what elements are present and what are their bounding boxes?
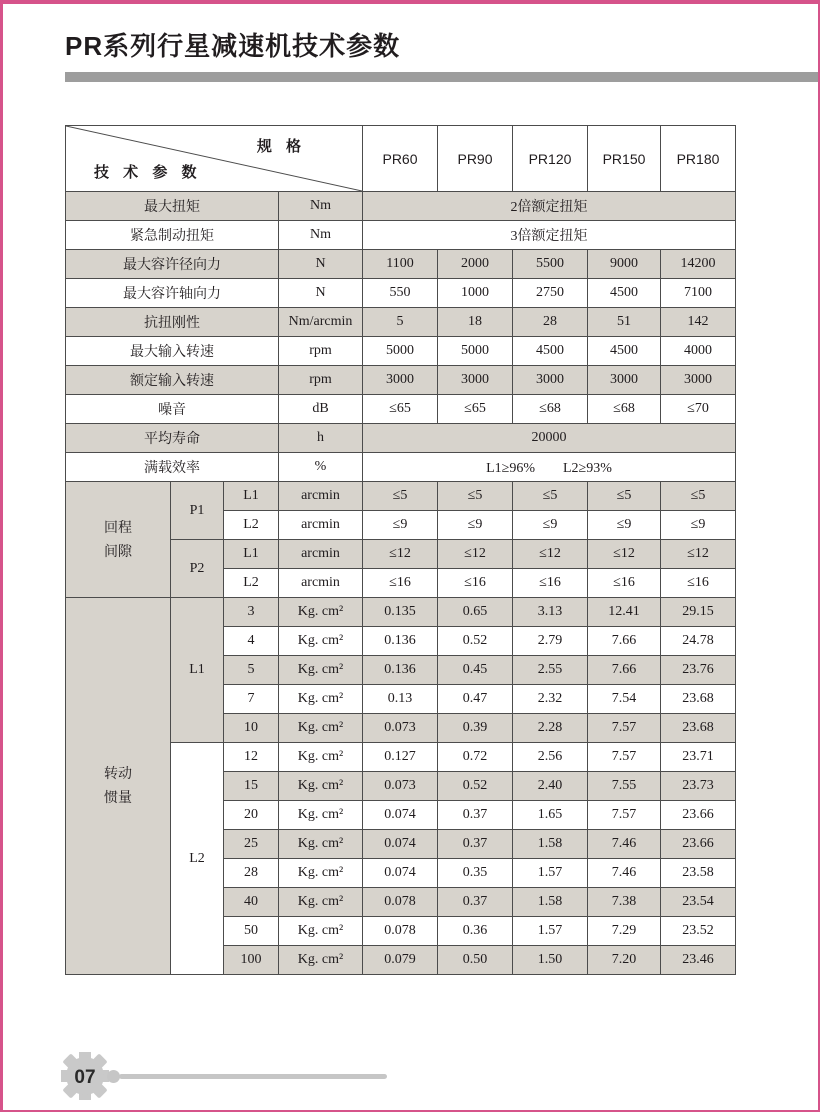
- ratio-cell: 28: [224, 859, 279, 888]
- title-underline-bar: [65, 72, 818, 82]
- value-cell: 0.36: [438, 917, 513, 946]
- value-cell: 0.073: [363, 714, 438, 743]
- unit-cell: Kg. cm²: [279, 714, 363, 743]
- unit-cell: Kg. cm²: [279, 917, 363, 946]
- value-cell: 0.45: [438, 656, 513, 685]
- model-header-cell: PR90: [438, 126, 513, 192]
- page-number: 07: [74, 1067, 96, 1088]
- unit-cell: N: [279, 250, 363, 279]
- param-name-cell: 噪音: [66, 395, 279, 424]
- value-cell: ≤16: [588, 569, 661, 598]
- value-cell: ≤65: [363, 395, 438, 424]
- page-number-gear-icon: [61, 1052, 109, 1100]
- value-cell: 0.65: [438, 598, 513, 627]
- precision-level-cell: P2: [171, 540, 224, 598]
- stage-cell: L2: [224, 511, 279, 540]
- merged-value-cell: 2倍额定扭矩: [363, 192, 736, 221]
- param-name-cell: 最大容许轴向力: [66, 279, 279, 308]
- ratio-cell: 25: [224, 830, 279, 859]
- value-cell: 3000: [438, 366, 513, 395]
- value-cell: ≤68: [513, 395, 588, 424]
- value-cell: 550: [363, 279, 438, 308]
- value-cell: 3000: [661, 366, 736, 395]
- param-name-cell: 最大扭矩: [66, 192, 279, 221]
- stage-cell: L1: [224, 482, 279, 511]
- value-cell: 5500: [513, 250, 588, 279]
- value-cell: ≤70: [661, 395, 736, 424]
- value-cell: 0.39: [438, 714, 513, 743]
- value-cell: 1.57: [513, 917, 588, 946]
- value-cell: 7.20: [588, 946, 661, 975]
- value-cell: 23.66: [661, 801, 736, 830]
- value-cell: ≤9: [438, 511, 513, 540]
- value-cell: 23.68: [661, 685, 736, 714]
- ratio-cell: 15: [224, 772, 279, 801]
- value-cell: 2.32: [513, 685, 588, 714]
- unit-cell: rpm: [279, 366, 363, 395]
- value-cell: 4000: [661, 337, 736, 366]
- ratio-cell: 10: [224, 714, 279, 743]
- value-cell: 7.66: [588, 627, 661, 656]
- value-cell: 0.127: [363, 743, 438, 772]
- value-cell: 7.54: [588, 685, 661, 714]
- ratio-cell: 4: [224, 627, 279, 656]
- value-cell: 0.37: [438, 801, 513, 830]
- ratio-cell: 100: [224, 946, 279, 975]
- stage-group-cell: L2: [171, 743, 224, 975]
- value-cell: 51: [588, 308, 661, 337]
- value-cell: 2.55: [513, 656, 588, 685]
- value-cell: 1100: [363, 250, 438, 279]
- ratio-cell: 40: [224, 888, 279, 917]
- value-cell: 2000: [438, 250, 513, 279]
- value-cell: 0.35: [438, 859, 513, 888]
- value-cell: 0.074: [363, 830, 438, 859]
- value-cell: ≤5: [513, 482, 588, 511]
- unit-cell: Kg. cm²: [279, 830, 363, 859]
- value-cell: 2.79: [513, 627, 588, 656]
- table-header-row: [66, 126, 736, 192]
- unit-cell: Kg. cm²: [279, 743, 363, 772]
- unit-cell: Kg. cm²: [279, 772, 363, 801]
- value-cell: ≤12: [513, 540, 588, 569]
- param-name-cell: 最大容许径向力: [66, 250, 279, 279]
- value-cell: 0.72: [438, 743, 513, 772]
- value-cell: ≤65: [438, 395, 513, 424]
- spec-table: [65, 125, 736, 975]
- value-cell: 23.58: [661, 859, 736, 888]
- unit-cell: Kg. cm²: [279, 685, 363, 714]
- value-cell: 7.46: [588, 859, 661, 888]
- param-name-cell: 额定输入转速: [66, 366, 279, 395]
- value-cell: ≤68: [588, 395, 661, 424]
- param-name-cell: 紧急制动扭矩: [66, 221, 279, 250]
- model-header-cell: PR120: [513, 126, 588, 192]
- table-row: [66, 598, 736, 627]
- value-cell: 0.50: [438, 946, 513, 975]
- value-cell: 3000: [363, 366, 438, 395]
- unit-cell: dB: [279, 395, 363, 424]
- value-cell: 2.28: [513, 714, 588, 743]
- value-cell: 28: [513, 308, 588, 337]
- value-cell: ≤16: [438, 569, 513, 598]
- param-name-cell: 满载效率: [66, 453, 279, 482]
- spec-header-label: 规 格: [256, 138, 306, 155]
- unit-cell: Kg. cm²: [279, 888, 363, 917]
- value-cell: 0.47: [438, 685, 513, 714]
- value-cell: 142: [661, 308, 736, 337]
- unit-cell: Kg. cm²: [279, 946, 363, 975]
- unit-cell: arcmin: [279, 511, 363, 540]
- value-cell: 7.57: [588, 801, 661, 830]
- unit-cell: rpm: [279, 337, 363, 366]
- ratio-cell: 20: [224, 801, 279, 830]
- value-cell: 0.52: [438, 627, 513, 656]
- value-cell: 3000: [513, 366, 588, 395]
- value-cell: ≤12: [438, 540, 513, 569]
- page-title: PR系列行星减速机技术参数: [65, 31, 401, 61]
- value-cell: 23.66: [661, 830, 736, 859]
- stage-cell: L1: [224, 540, 279, 569]
- value-cell: 1000: [438, 279, 513, 308]
- unit-cell: Kg. cm²: [279, 627, 363, 656]
- value-cell: 18: [438, 308, 513, 337]
- value-cell: ≤9: [661, 511, 736, 540]
- value-cell: 0.37: [438, 888, 513, 917]
- value-cell: 0.136: [363, 627, 438, 656]
- table-row: [66, 308, 736, 337]
- table-row: [66, 395, 736, 424]
- value-cell: 9000: [588, 250, 661, 279]
- unit-cell: %: [279, 453, 363, 482]
- param-name-cell: 最大输入转速: [66, 337, 279, 366]
- value-cell: 1.65: [513, 801, 588, 830]
- table-row: [66, 221, 736, 250]
- unit-cell: Nm/arcmin: [279, 308, 363, 337]
- value-cell: ≤5: [588, 482, 661, 511]
- unit-cell: Kg. cm²: [279, 598, 363, 627]
- value-cell: 7.29: [588, 917, 661, 946]
- param-name-cell: 平均寿命: [66, 424, 279, 453]
- value-cell: 7.57: [588, 743, 661, 772]
- param-name-cell: 抗扭刚性: [66, 308, 279, 337]
- unit-cell: Kg. cm²: [279, 801, 363, 830]
- value-cell: ≤9: [363, 511, 438, 540]
- table-row: [66, 250, 736, 279]
- ratio-cell: 5: [224, 656, 279, 685]
- value-cell: 7.57: [588, 714, 661, 743]
- value-cell: 0.074: [363, 801, 438, 830]
- value-cell: 0.136: [363, 656, 438, 685]
- value-cell: ≤9: [513, 511, 588, 540]
- ratio-cell: 50: [224, 917, 279, 946]
- unit-cell: N: [279, 279, 363, 308]
- value-cell: 5: [363, 308, 438, 337]
- value-cell: 3000: [588, 366, 661, 395]
- value-cell: 0.078: [363, 888, 438, 917]
- value-cell: ≤16: [661, 569, 736, 598]
- merged-value-cell: 3倍额定扭矩: [363, 221, 736, 250]
- unit-cell: arcmin: [279, 540, 363, 569]
- value-cell: ≤5: [363, 482, 438, 511]
- model-header-cell: PR180: [661, 126, 736, 192]
- value-cell: 7.55: [588, 772, 661, 801]
- group-cell-backlash: 回程间隙: [66, 482, 171, 598]
- value-cell: 24.78: [661, 627, 736, 656]
- value-cell: ≤12: [588, 540, 661, 569]
- diagonal-header-cell: [66, 126, 363, 192]
- table-row: [66, 424, 736, 453]
- value-cell: 1.57: [513, 859, 588, 888]
- value-cell: 0.37: [438, 830, 513, 859]
- ratio-cell: 7: [224, 685, 279, 714]
- unit-cell: Kg. cm²: [279, 656, 363, 685]
- value-cell: ≤9: [588, 511, 661, 540]
- merged-value-cell: 20000: [363, 424, 736, 453]
- value-cell: 0.13: [363, 685, 438, 714]
- value-cell: 14200: [661, 250, 736, 279]
- value-cell: ≤12: [661, 540, 736, 569]
- stage-group-cell: L1: [171, 598, 224, 743]
- table-row: [66, 192, 736, 221]
- table-row: [66, 279, 736, 308]
- value-cell: 23.46: [661, 946, 736, 975]
- value-cell: 7.66: [588, 656, 661, 685]
- unit-cell: arcmin: [279, 569, 363, 598]
- ratio-cell: 3: [224, 598, 279, 627]
- value-cell: 4500: [588, 279, 661, 308]
- value-cell: 0.079: [363, 946, 438, 975]
- value-cell: 4500: [513, 337, 588, 366]
- value-cell: 23.52: [661, 917, 736, 946]
- value-cell: 1.58: [513, 888, 588, 917]
- ratio-cell: 12: [224, 743, 279, 772]
- footer-rule-line: [119, 1074, 387, 1079]
- value-cell: 7.46: [588, 830, 661, 859]
- unit-cell: Kg. cm²: [279, 859, 363, 888]
- value-cell: ≤16: [513, 569, 588, 598]
- unit-cell: Nm: [279, 221, 363, 250]
- param-header-label: 技 术 参 数: [94, 164, 202, 181]
- value-cell: 0.074: [363, 859, 438, 888]
- value-cell: 5000: [363, 337, 438, 366]
- unit-cell: Nm: [279, 192, 363, 221]
- group-cell-inertia: 转动惯量: [66, 598, 171, 975]
- value-cell: 23.76: [661, 656, 736, 685]
- value-cell: 0.135: [363, 598, 438, 627]
- value-cell: 12.41: [588, 598, 661, 627]
- value-cell: ≤12: [363, 540, 438, 569]
- value-cell: 7100: [661, 279, 736, 308]
- value-cell: 5000: [438, 337, 513, 366]
- value-cell: 23.71: [661, 743, 736, 772]
- table-row: [66, 337, 736, 366]
- precision-level-cell: P1: [171, 482, 224, 540]
- value-cell: ≤5: [438, 482, 513, 511]
- value-cell: 2750: [513, 279, 588, 308]
- table-row: [66, 453, 736, 482]
- value-cell: 2.40: [513, 772, 588, 801]
- value-cell: ≤5: [661, 482, 736, 511]
- value-cell: 1.58: [513, 830, 588, 859]
- value-cell: 29.15: [661, 598, 736, 627]
- table-row: [66, 366, 736, 395]
- value-cell: 3.13: [513, 598, 588, 627]
- unit-cell: h: [279, 424, 363, 453]
- unit-cell: arcmin: [279, 482, 363, 511]
- value-cell: 23.68: [661, 714, 736, 743]
- value-cell: 7.38: [588, 888, 661, 917]
- stage-cell: L2: [224, 569, 279, 598]
- merged-value-cell: L1≥96% L2≥93%: [363, 453, 736, 482]
- value-cell: 23.73: [661, 772, 736, 801]
- value-cell: 0.073: [363, 772, 438, 801]
- value-cell: 4500: [588, 337, 661, 366]
- value-cell: 2.56: [513, 743, 588, 772]
- value-cell: 1.50: [513, 946, 588, 975]
- value-cell: 0.078: [363, 917, 438, 946]
- value-cell: 23.54: [661, 888, 736, 917]
- value-cell: ≤16: [363, 569, 438, 598]
- model-header-cell: PR150: [588, 126, 661, 192]
- table-row: [66, 482, 736, 511]
- value-cell: 0.52: [438, 772, 513, 801]
- model-header-cell: PR60: [363, 126, 438, 192]
